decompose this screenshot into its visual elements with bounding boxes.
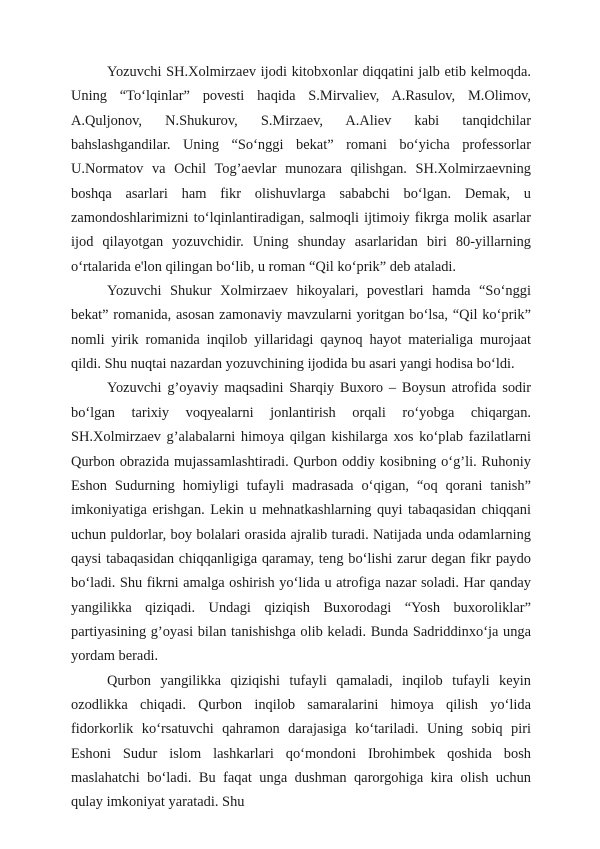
document-page — [71, 60, 531, 815]
paragraph-1: Yozuvchi SH.Xolmirzaev ijodi kitobxonlar diqqatini jalb etib kelmoqda. Uning “To‘lqinlar” povesti haqida S.Mirvaliev, A.Rasulov, M.Olimov, A.Quljonov, N.Shukurov, S.Mirzaev, A.Aliev kabi tanqidchilar bahslashgandilar. Uning “So‘nggi bekat” romani bo‘yicha professorlar U.Normatov va Ochil Tog’aevlar munozara qilishgan. SH.Xolmirzaevning boshqa asarlari ham fikr olishuvlarga sababchi bo‘lgan. Demak, u zamondoshlarimizni to‘lqinlantiradigan, salmoqli ijtimoiy fikrga molik asarlar ijod qilayotgan yozuvchidir. Uning shunday asarlaridan biri 80-yillarning o‘rtalarida e'lon qilingan bo‘lib, u roman “Qil ko‘prik” deb ataladi. — [71, 64, 531, 275]
paragraph-4: Qurbon yangilikka qiziqishi tufayli qamaladi, inqilob tufayli keyin ozodlikka chiqadi. Qurbon inqilob samaralarini himoya qilish yo‘lida fidorkorlik ko‘rsatuvchi qahramon darajasiga ko‘tariladi. Uning sobiq piri Eshoni Sudur islom lashkarlari qo‘mondoni Ibrohimbek qoshida bosh maslahatchi bo‘ladi. Bu faqat unga dushman qarorgohiga kira olish uchun qulay imkoniyat yaratadi. Shu — [71, 672, 531, 811]
paragraph-3: Yozuvchi g’oyaviy maqsadini Sharqiy Buxoro – Boysun atrofida sodir bo‘lgan tarixiy voqyealarni jonlantirish orqali ro‘yobga chiqargan. SH.Xolmirzaev g’alabalarni himoya qilgan kishilarga xos ko‘plab fazilatlarni Qurbon obrazida mujassamlashtiradi. Qurbon oddiy kosibning o‘g’li. Ruhoniy Eshon Sudurning homiyligi tufayli madrasada o‘qigan, “oq qorani tanish” imkoniyatiga erishgan. Lekin u mehnatkashlarning quyi tabaqasidan chiqqani uchun puldorlar, boy bolalari orasida ajralib turadi. Natijada unda odamlarning qaysi tabaqasidan chiqqanligiga qaramay, teng bo‘lishi zarur degan fikr paydo bo‘ladi. Shu fikrni amalga oshirish yo‘lida u atrofiga nazar soladi. Har qanday yangilikka qiziqadi. Undagi qiziqish Buxorodagi “Yosh buxoroliklar” partiyasining g’oyasi bilan tanishishga olib keladi. Bunda Sadriddinxo‘ja unga yordam beradi. — [71, 380, 531, 665]
paragraph-2: Yozuvchi Shukur Xolmirzaev hikoyalari, povestlari hamda “So‘nggi bekat” romanida, asosan zamonaviy mavzularni yoritgan bo‘lsa, “Qil ko‘prik” nomli yirik romanida inqilob yillaridagi qaynoq hayot materialiga murojaat qildi. Shu nuqtai nazardan yozuvchining ijodida bu asari yangi hodisa bo‘ldi. — [71, 283, 531, 373]
